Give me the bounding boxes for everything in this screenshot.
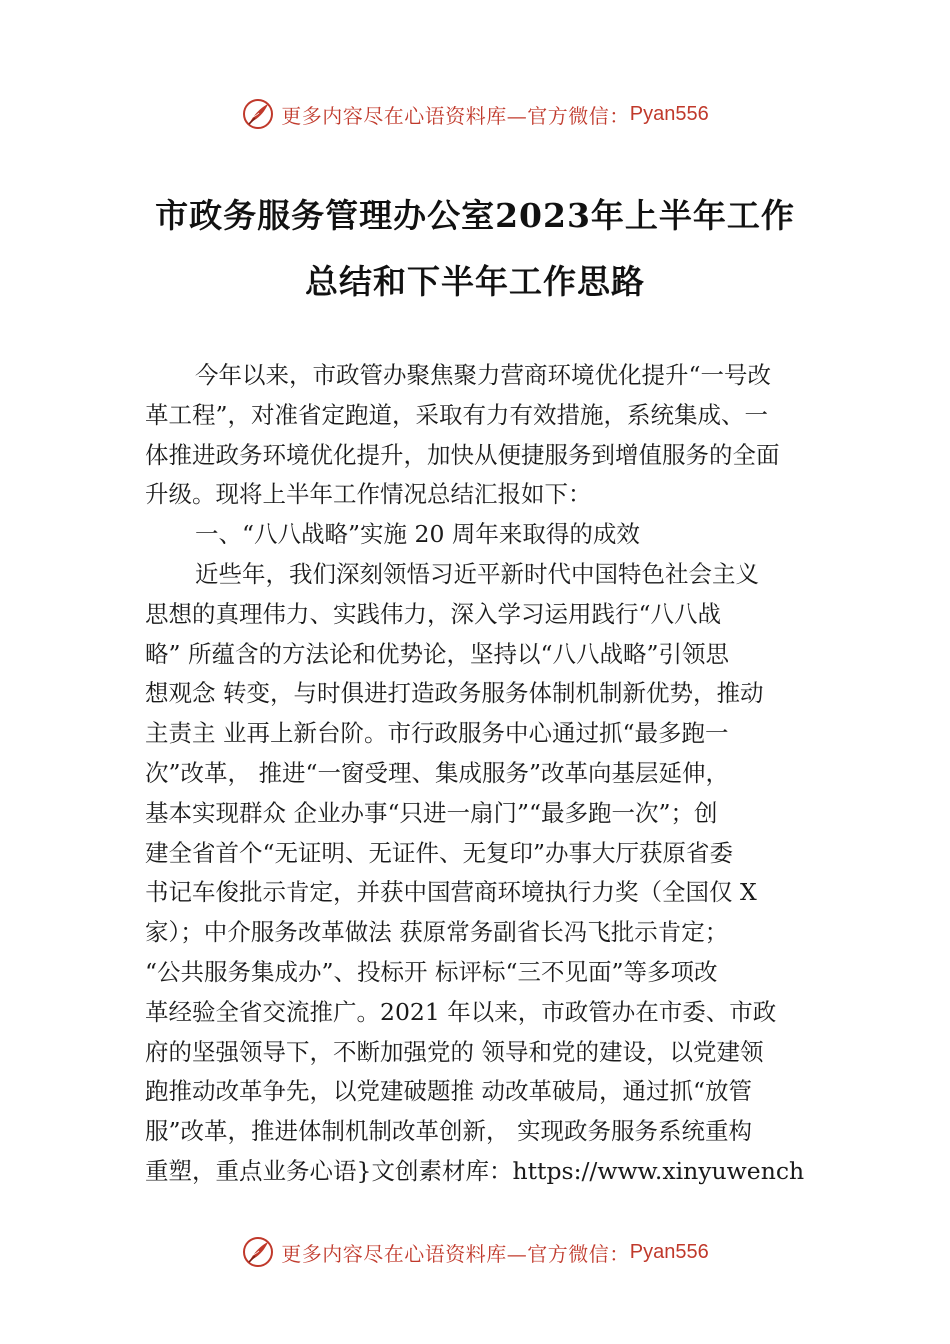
body-line: 今年以来，市政管办聚焦聚力营商环境优化提升“一号改 [195, 361, 772, 389]
banner-wechat-id: Pyan556 [629, 1240, 709, 1263]
body-line: 略” 所蕴含的方法论和优势论，坚持以“八八战略”引领思 [145, 639, 730, 668]
footer-banner [0, 1232, 950, 1272]
body-line: 府的坚强领导下，不断加强党的 领导和党的建设，以党建领 [145, 1037, 764, 1066]
header-banner [0, 94, 950, 134]
document-title-line-2: 总结和下半年工作思路 [305, 262, 645, 301]
body-line: 家）；中介服务改革做法 获原常务副省长冯飞批示肯定； [145, 918, 729, 947]
body-line: 想观念 转变，与时俱进打造政务服务体制机制新优势，推动 [145, 679, 764, 708]
body-line: 革工程”，对准省定跑道，采取有力有效措施，系统集成、一 [145, 400, 769, 429]
body-line: 次”改革， 推进“一窗受理、集成服务”改革向基层延伸， [145, 758, 730, 787]
body-line: “公共服务集成办”、投标开 标评标“三不见面”等多项改 [145, 957, 718, 986]
banner-text: 更多内容尽在心语资料库—官方微信： [281, 1241, 630, 1266]
banner-text: 更多内容尽在心语资料库—官方微信： [281, 103, 630, 128]
body-line: 体推进政务环境优化提升，加快从便捷服务到增值服务的全面 [145, 440, 780, 469]
body-line: 升级。现将上半年工作情况总结汇报如下： [145, 480, 592, 509]
body-line: 主责主 业再上新台阶。市行政服务中心通过抓“最多跑一 [145, 719, 729, 748]
banner-wechat-id: Pyan556 [629, 102, 709, 125]
body-line: 跑推动改革争先，以党建破题推 动改革破局，通过抓“放管 [145, 1077, 752, 1106]
body-line: 近些年，我们深刻领悟习近平新时代中国特色社会主义 [195, 559, 759, 588]
body-line: 书记车俊批示肯定，并获中国营商环境执行力奖（全国仅 X [145, 878, 757, 907]
body-line: 建全省首个“无证明、无证件、无复印”办事大厅获原省委 [145, 838, 734, 867]
document-title-line-1: 市政务服务管理办公室2023年上半年工作 [155, 196, 795, 235]
body-line: 思想的真理伟力、实践伟力，深入学习运用践行“八八战 [145, 599, 722, 628]
quill-pen-logo [241, 1235, 275, 1269]
body-line: 基本实现群众 企业办事“只进一扇门”“最多跑一次”；创 [145, 798, 718, 827]
body-line: 服”改革，推进体制机制改革创新， 实现政务服务系统重构 [145, 1117, 752, 1146]
quill-pen-logo [241, 97, 275, 131]
body-line: 重塑，重点业务心语}文创素材库：https://www.xinyuwench [145, 1156, 805, 1185]
document-body [145, 356, 823, 1192]
section-heading: 一、“八八战略”实施 20 周年来取得的成效 [195, 520, 640, 549]
body-line: 革经验全省交流推广。2021 年以来，市政管办在市委、市政 [145, 997, 777, 1026]
